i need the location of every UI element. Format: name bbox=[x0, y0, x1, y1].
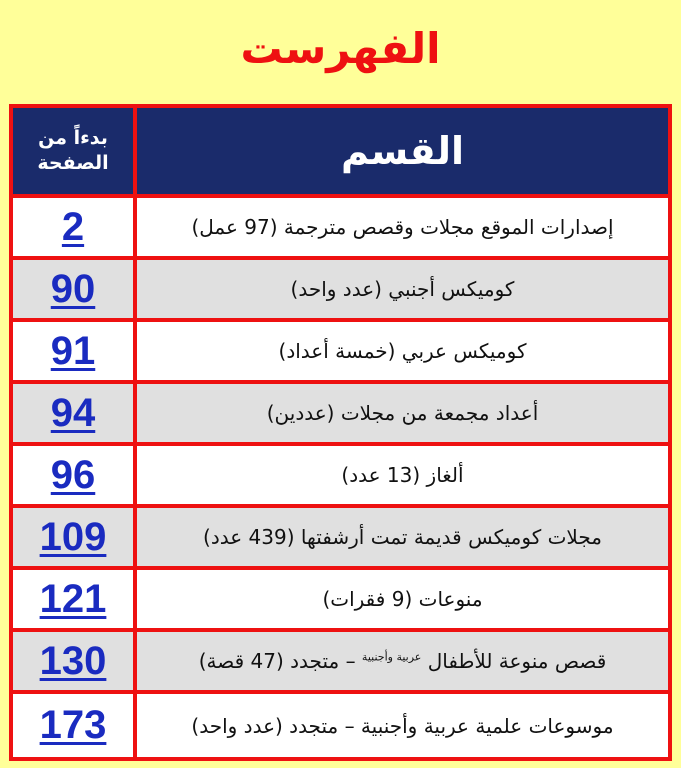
header-section-label: القسم bbox=[340, 129, 465, 173]
section-label: أعداد مجمعة من مجلات (عددين) bbox=[266, 401, 539, 425]
table-header-row bbox=[13, 108, 668, 194]
table-row bbox=[13, 446, 668, 504]
page-link[interactable]: 121 bbox=[39, 576, 107, 621]
page-link[interactable]: 94 bbox=[50, 390, 96, 435]
section-label: موسوعات علمية عربية وأجنبية – متجدد (عدد واحد) bbox=[191, 713, 614, 738]
section-label: منوعات (9 فقرات) bbox=[322, 587, 483, 611]
page-link[interactable]: 130 bbox=[39, 638, 107, 683]
section-label-superscript: عربية وأجنبية bbox=[361, 650, 422, 664]
table-row bbox=[13, 632, 668, 690]
header-section-column bbox=[137, 108, 668, 194]
page-link[interactable]: 91 bbox=[50, 328, 96, 373]
page-link[interactable]: 109 bbox=[39, 514, 107, 559]
table-row bbox=[13, 570, 668, 628]
header-page-column bbox=[13, 108, 133, 194]
table-row bbox=[13, 260, 668, 318]
page-link[interactable]: 2 bbox=[61, 204, 85, 249]
section-label: مجلات كوميكس قديمة تمت أرشفتها (439 عدد) bbox=[203, 525, 602, 549]
table-row bbox=[13, 198, 668, 256]
page-title: الفهرست bbox=[240, 24, 441, 73]
header-page-label: بدءاً من الصفحة bbox=[37, 127, 109, 174]
section-label-suffix: – متجدد (47 قصة) bbox=[198, 649, 362, 673]
table-row bbox=[13, 322, 668, 380]
table-row bbox=[13, 384, 668, 442]
section-label: كوميكس عربي (خمسة أعداد) bbox=[278, 339, 527, 363]
table-row bbox=[13, 508, 668, 566]
section-label: إصدارات الموقع مجلات وقصص مترجمة (97 عمل) bbox=[191, 215, 614, 239]
section-label-main: قصص منوعة للأطفال bbox=[427, 649, 607, 673]
section-label bbox=[199, 649, 607, 673]
page-link[interactable]: 90 bbox=[50, 266, 96, 311]
table-row bbox=[13, 694, 668, 757]
section-label: كوميكس أجنبي (عدد واحد) bbox=[290, 277, 515, 301]
section-label: ألغاز (13 عدد) bbox=[341, 463, 464, 487]
index-table bbox=[9, 104, 672, 761]
page-link[interactable]: 96 bbox=[50, 452, 96, 497]
page-link[interactable]: 173 bbox=[39, 703, 107, 747]
